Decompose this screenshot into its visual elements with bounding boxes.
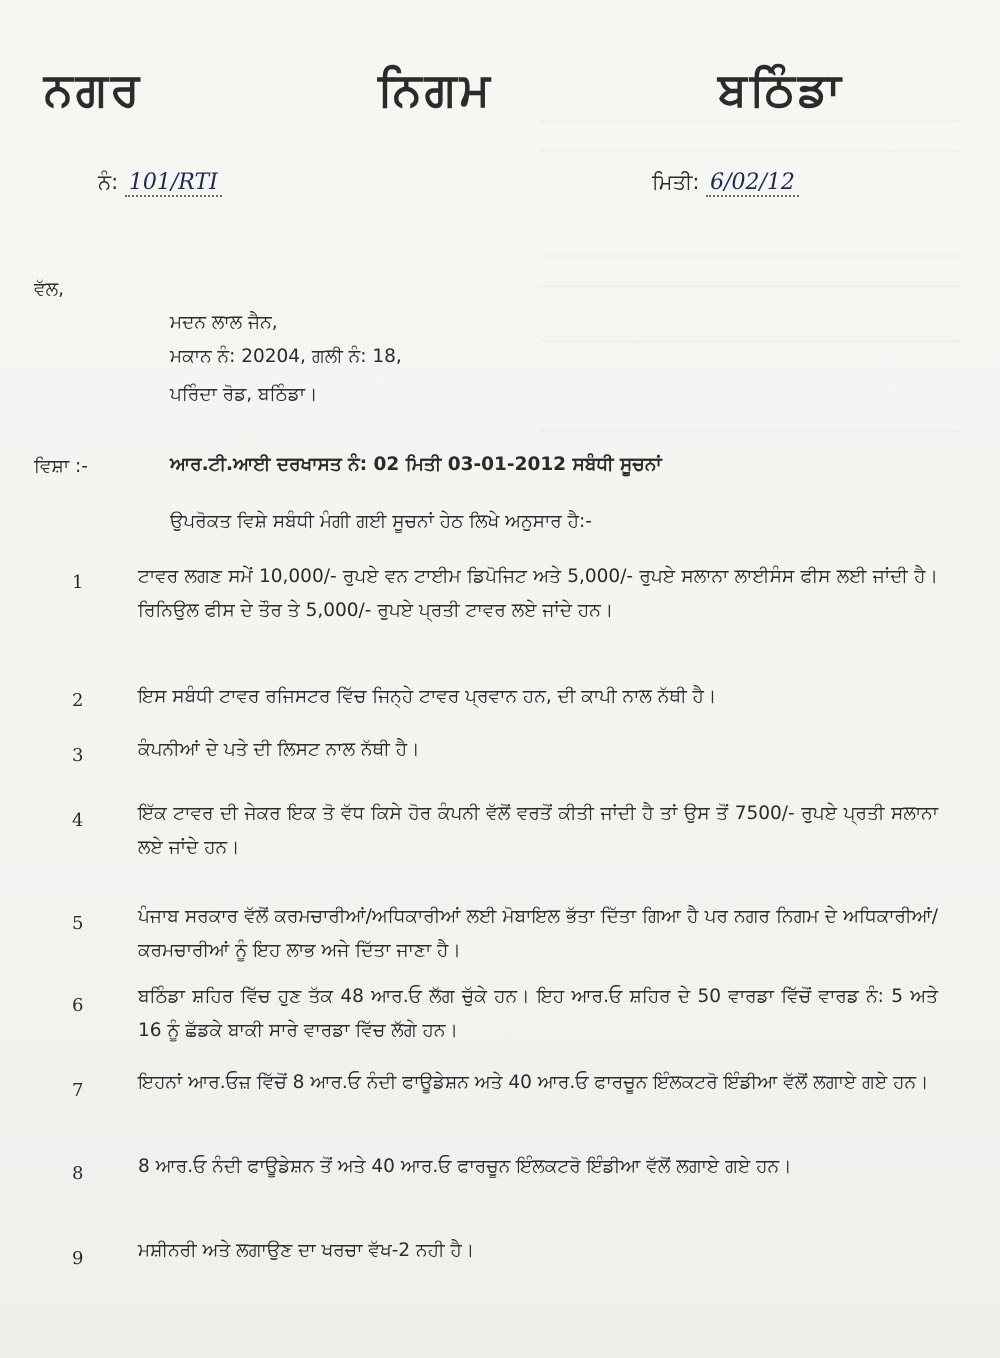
letterhead-word-3: ਬਠਿੰਡਾ (718, 62, 844, 116)
reference-number (98, 170, 222, 195)
reference-date (652, 170, 799, 195)
recipient-address-line-1: ਮਕਾਨ ਨੰ: 20204, ਗਲੀ ਨੰ: 18, (170, 346, 402, 367)
item-number: 3 (72, 745, 84, 766)
item-number: 2 (72, 690, 84, 711)
reference-number-label: ਨੰ: (98, 170, 119, 194)
item-text: ਟਾਵਰ ਲਗਣ ਸਮੇਂ 10,000/- ਰੁਪਏ ਵਨ ਟਾਈਮ ਡਿਪੋਜਿਟ ਅਤੇ 5,000/- ਰੁਪਏ ਸਲਾਨਾ ਲਾਈਸੰਸ ਫੀਸ ਲਈ ਜਾਂਦੀ ਹੈ। ਰਿਨਿਉਲ ਫੀਸ ਦੇ ਤੌਰ ਤੇ 5,000/- ਰੁਪਏ ਪ੍ਰਤੀ ਟਾਵਰ ਲਏ ਜਾਂਦੇ ਹਨ। (138, 566, 938, 621)
reference-date-label: ਮਿਤੀ: (652, 170, 700, 194)
item-text: ਮਸ਼ੀਨਰੀ ਅਤੇ ਲਗਾਉਣ ਦਾ ਖਰਚਾ ਵੱਖ-2 ਨਹੀ ਹੈ। (138, 1240, 475, 1261)
bleed-line (540, 150, 960, 162)
item-number: 4 (72, 810, 84, 831)
item-number: 5 (72, 913, 84, 934)
reference-date-value: 6/02/12 (706, 170, 799, 197)
recipient-name: ਮਦਨ ਲਾਲ ਜੈਨ, (170, 312, 278, 333)
item-number: 9 (72, 1248, 84, 1269)
item-text: 8 ਆਰ.ਓ ਨੰਦੀ ਫਾਊਡੇਸ਼ਨ ਤੋਂ ਅਤੇ 40 ਆਰ.ਓ ਫਾਰਚੂਨ ਇੰਲਕਟਰੋ ਇੰਡੀਆ ਵੱਲੋਂ ਲਗਾਏ ਗਏ ਹਨ। (138, 1156, 792, 1177)
item-text: ਪੰਜਾਬ ਸਰਕਾਰ ਵੱਲੋਂ ਕਰਮਚਾਰੀਆਂ/ਅਧਿਕਾਰੀਆਂ ਲਈ ਮੋਬਾਇਲ ਭੱਤਾ ਦਿੱਤਾ ਗਿਆ ਹੈ ਪਰ ਨਗਰ ਨਿਗਮ ਦੇ ਅਧਿਕਾਰੀਆਂ/ਕਰਮਚਾਰੀਆਂ ਨੂੰ ਇਹ ਲਾਭ ਅਜੇ ਦਿੱਤਾ ਜਾਣਾ ਹੈ। (138, 906, 938, 961)
item-number: 6 (72, 995, 84, 1016)
bleed-line (540, 120, 960, 132)
intro-text: ਉਪਰੋਕਤ ਵਿਸ਼ੇ ਸਬੰਧੀ ਮੰਗੀ ਗਈ ਸੂਚਨਾਂ ਹੇਠ ਲਿਖੇ ਅਨੁਸਾਰ ਹੈ:- (170, 511, 592, 532)
reference-number-value: 101/RTI (125, 170, 222, 197)
to-label: ਵੱਲ, (34, 279, 64, 300)
bleed-line (540, 285, 960, 297)
item-text: ਬਠਿੰਡਾ ਸ਼ਹਿਰ ਵਿੱਚ ਹੁਣ ਤੱਕ 48 ਆਰ.ਓ ਲੱਗ ਚੁੱਕੇ ਹਨ। ਇਹ ਆਰ.ਓ ਸ਼ਹਿਰ ਦੇ 50 ਵਾਰਡਾ ਵਿੱਚੋਂ ਵਾਰਡ ਨੰ: 5 ਅਤੇ 16 ਨੂੰ ਛੱਡਕੇ ਬਾਕੀ ਸਾਰੇ ਵਾਰਡਾ ਵਿੱਚ ਲੱਗੇ ਹਨ। (138, 986, 938, 1041)
item-text: ਇਸ ਸਬੰਧੀ ਟਾਵਰ ਰਜਿਸਟਰ ਵਿੱਚ ਜਿਨ੍ਹੇ ਟਾਵਰ ਪ੍ਰਵਾਨ ਹਨ, ਦੀ ਕਾਪੀ ਨਾਲ ਨੱਥੀ ਹੈ। (138, 686, 717, 707)
item-text: ਇਹਨਾਂ ਆਰ.ਓਜ਼ ਵਿੱਚੋਂ 8 ਆਰ.ਓ ਨੰਦੀ ਫਾਊਡੇਸ਼ਨ ਅਤੇ 40 ਆਰ.ਓ ਫਾਰਚੂਨ ਇੰਲਕਟਰੋ ਇੰਡੀਆ ਵੱਲੋਂ ਲਗਾਏ ਗਏ ਹਨ। (138, 1072, 929, 1093)
recipient-address-line-2: ਪਰਿੰਦਾ ਰੋਡ, ਬਠਿੰਡਾ। (170, 384, 318, 405)
item-number: 1 (72, 572, 84, 593)
bleed-line (540, 255, 960, 267)
subject-label: ਵਿਸ਼ਾ :- (34, 456, 88, 477)
item-number: 7 (72, 1080, 84, 1101)
bleed-line (540, 340, 960, 352)
item-text: ਇੱਕ ਟਾਵਰ ਦੀ ਜੇਕਰ ਇਕ ਤੋ ਵੱਧ ਕਿਸੇ ਹੋਰ ਕੰਪਨੀ ਵੱਲੋਂ ਵਰਤੋਂ ਕੀਤੀ ਜਾਂਦੀ ਹੈ ਤਾਂ ਉਸ ਤੋਂ 7500/- ਰੁਪਏ ਪ੍ਰਤੀ ਸਲਾਨਾ ਲਏ ਜਾਂਦੇ ਹਨ। (138, 803, 938, 858)
bleed-line (540, 430, 960, 442)
letterhead-word-2: ਨਿਗਮ (378, 62, 493, 116)
item-number: 8 (72, 1163, 84, 1184)
item-text: ਕੰਪਨੀਆਂ ਦੇ ਪਤੇ ਦੀ ਲਿਸਟ ਨਾਲ ਨੱਥੀ ਹੈ। (138, 739, 420, 760)
subject-text: ਆਰ.ਟੀ.ਆਈ ਦਰਖਾਸਤ ਨੰ: 02 ਮਿਤੀ 03-01-2012 ਸਬੰਧੀ ਸੂਚਨਾਂ (170, 454, 662, 475)
letterhead-word-1: ਨਗਰ (44, 62, 143, 116)
